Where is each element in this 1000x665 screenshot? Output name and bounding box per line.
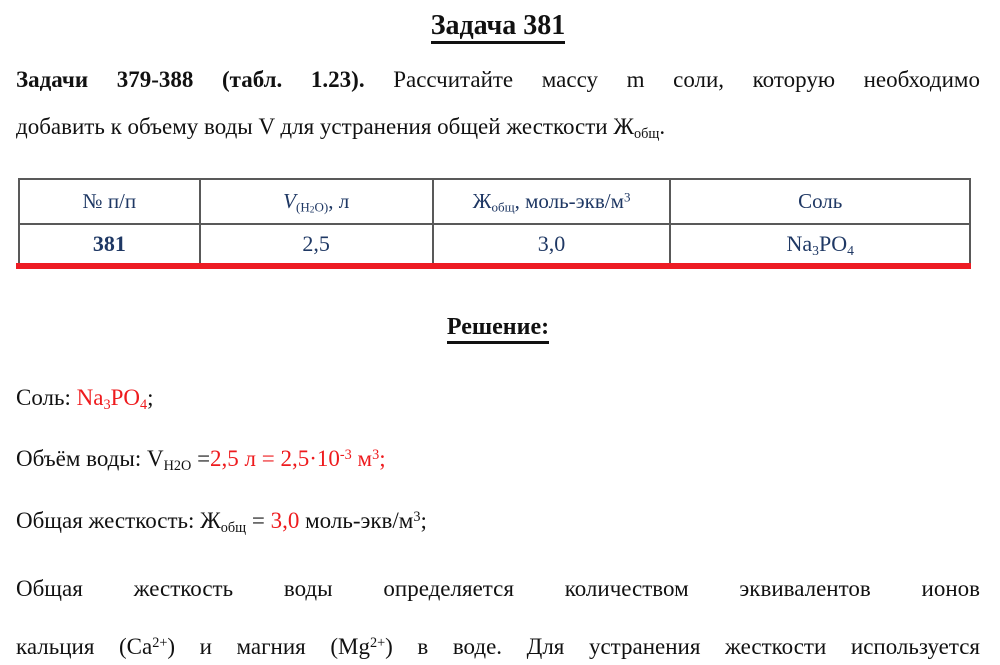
table-data-row <box>19 224 970 263</box>
header-cell-hardness: $Ж_{общ}$, моль-$экв/м^3$ <box>433 179 671 224</box>
intro-line-1: Задачи 379-388 (табл. 1.23). Рассчитайте массу m соли, которую необходимо <box>16 67 980 93</box>
cell-water-volume: 2,5 <box>200 224 433 263</box>
hardness-line: Общая жесткость: $Ж_{общ} = 3,0$ моль-$экв/м^3$; <box>16 508 427 537</box>
explanation-line-2: кальция $(Ca^{2+})$ и магния $(Mg^{2+})$ в воде. Для устранения жесткости используется <box>16 634 980 660</box>
salt-line: Соль: $Na_3PO_4$; <box>16 385 154 414</box>
red-divider-rule <box>16 263 971 269</box>
header-cell-water-volume: $V_{(H2O)}$, л <box>200 179 433 224</box>
cell-problem-number: 381 <box>19 224 200 263</box>
solution-heading-text: Решение: <box>447 315 549 344</box>
page-title <box>16 10 980 44</box>
page-title-text: Задача 381 <box>431 11 566 44</box>
document-page <box>0 10 1000 662</box>
problems-table <box>18 178 971 263</box>
explanation-line-1: Общая жесткость воды определяется количеством эквивалентов ионов <box>16 575 980 601</box>
water-volume-line: Объём воды: $V_{H2O} =2,5$ $л = 2,5\cdot 10^{-3}$ $м^3$; <box>16 445 386 474</box>
solution-heading <box>16 314 980 344</box>
header-cell-number: № п/п <box>19 179 200 224</box>
table-header-row <box>19 179 970 224</box>
intro-line-2: добавить к объему воды V для устранения общей жесткости $Ж_{общ}$. <box>16 113 666 142</box>
header-cell-salt: Соль <box>670 179 970 224</box>
cell-salt: $Na_3PO_4$ <box>670 224 970 263</box>
cell-hardness: 3,0 <box>433 224 671 263</box>
